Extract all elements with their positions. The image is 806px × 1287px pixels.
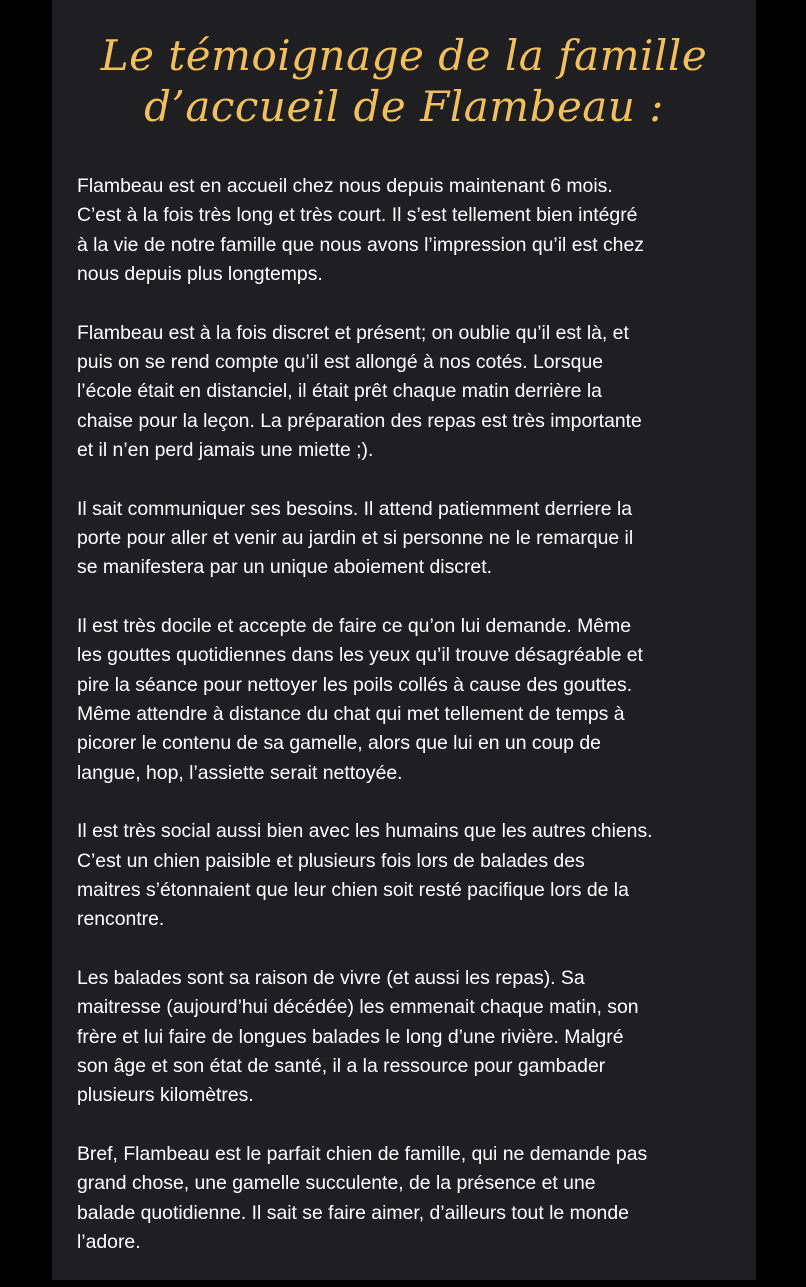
paragraph-social: Il est très social aussi bien avec les humains que les autres chiens. C’est un chien paisible et plusieurs fois lors de balades des maitres s’étonnaient que leur chien soit resté pacifique lors de la rencontre.: [77, 820, 653, 931]
testimonial-body: [77, 172, 727, 1287]
paragraph-discreet: Flambeau est à la fois discret et présent; on oublie qu’il est là, et puis on se rend compte qu’il est allongé à nos cotés. Lorsque l’école était en distanciel, il était prêt chaque matin derrière la chaise pour la leçon. La préparation des repas est très importante et il n’en perd jamais une miette ;).: [77, 321, 642, 461]
paragraph-docile: Il est très docile et accepte de faire ce qu’on lui demande. Même les gouttes quotidiennes dans les yeux qu’il trouve désagréable et pire la séance pour nettoyer les poils collés à cause des gouttes. Même attendre à distance du chat qui met tellement de temps à picorer le contenu de sa gamelle, alors que lui en un coup de langue, hop, l’assiette serait nettoyée.: [77, 615, 643, 784]
paragraph-arrival: Flambeau est en accueil chez nous depuis maintenant 6 mois. C’est à la fois très long et très court. Il s’est tellement bien intégré à la vie de notre famille que nous avons l’impression qu’il est chez nous depuis plus longtemps.: [77, 175, 644, 285]
title-line-2: d’accueil de Flambeau :: [144, 82, 664, 132]
paragraph-needs: Il sait communiquer ses besoins. Il attend patiemment derriere la porte pour aller et venir au jardin et si personne ne le remarque il se manifestera par un unique aboiement discret.: [77, 497, 634, 579]
paragraph-conclusion: Bref, Flambeau est le parfait chien de famille, qui ne demande pas grand chose, une gamelle succulente, de la présence et une balade quotidienne. Il sait se faire aimer, d’ailleurs tout le monde l’adore.: [77, 1143, 648, 1253]
paragraph-walks: Les balades sont sa raison de vivre (et aussi les repas). Sa maitresse (aujourd’hui décédée) les emmenait chaque matin, son frère et lui faire de longues balades le long d’une rivière. Malgré son âge et son état de santé, il a la ressource pour gambader plusieurs kilomètres.: [77, 967, 639, 1107]
title-line-1: Le témoignage de la famille: [100, 31, 708, 80]
page-title: [52, 30, 756, 132]
